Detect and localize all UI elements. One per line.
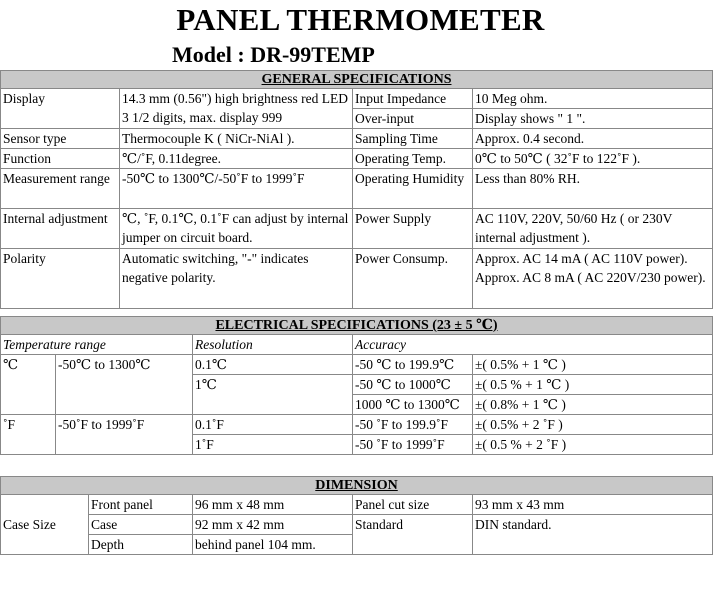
spec-value-measurement-range: -50℃ to 1300℃/-50˚F to 1999˚F <box>120 169 353 209</box>
accuracy-value: ±( 0.5 % + 2 ˚F ) <box>473 435 713 455</box>
general-specs-table <box>0 70 713 309</box>
spec-value-operating-temp: 0℃ to 50℃ ( 32˚F to 122˚F ). <box>473 149 713 169</box>
resolution-value <box>193 395 353 415</box>
dimension-label-standard: Standard <box>353 515 473 555</box>
accuracy-value: ±( 0.5% + 1 ℃ ) <box>473 355 713 375</box>
spec-value-sampling-time: Approx. 0.4 second. <box>473 129 713 149</box>
spec-label-sampling-time: Sampling Time <box>353 129 473 149</box>
col-header-resolution: Resolution <box>193 335 353 355</box>
spec-label-power-consumption: Power Consump. <box>353 249 473 309</box>
accuracy-value: ±( 0.8% + 1 ℃ ) <box>473 395 713 415</box>
col-header-accuracy: Accuracy <box>353 335 713 355</box>
celsius-range: -50℃ to 1300℃ <box>56 355 193 415</box>
fahrenheit-unit: ˚F <box>1 415 56 455</box>
spec-empty <box>1 109 120 129</box>
spec-value-input-impedance: 10 Meg ohm. <box>473 89 713 109</box>
model-subtitle: Model : DR-99TEMP <box>172 42 375 67</box>
dimension-value-panel-cut: 93 mm x 43 mm <box>473 495 713 515</box>
spec-value-function: ℃/˚F, 0.11degree. <box>120 149 353 169</box>
dimension-label-case: Case <box>89 515 193 535</box>
dimension-header: DIMENSION <box>1 477 713 495</box>
dimension-label-depth: Depth <box>89 535 193 555</box>
dimension-label-panel-cut: Panel cut size <box>353 495 473 515</box>
spec-label-measurement-range: Measurement range <box>1 169 120 209</box>
col-header-temperature-range: Temperature range <box>1 335 193 355</box>
dimension-value-case: 92 mm x 42 mm <box>193 515 353 535</box>
dimension-value-depth: behind panel 104 mm. <box>193 535 353 555</box>
resolution-value: 1˚F <box>193 435 353 455</box>
general-specs-header: GENERAL SPECIFICATIONS <box>1 71 713 89</box>
accuracy-span: -50 ˚F to 199.9˚F <box>353 415 473 435</box>
accuracy-span: -50 ℃ to 1000℃ <box>353 375 473 395</box>
accuracy-value: ±( 0.5% + 2 ˚F ) <box>473 415 713 435</box>
case-size-label: Case Size <box>1 495 89 555</box>
electrical-specs-table <box>0 316 713 455</box>
spec-label-sensor-type: Sensor type <box>1 129 120 149</box>
accuracy-span: -50 ℃ to 199.9℃ <box>353 355 473 375</box>
spec-value-polarity: Automatic switching, "-" indicates negative polarity. <box>120 249 353 309</box>
accuracy-span: 1000 ℃ to 1300℃ <box>353 395 473 415</box>
resolution-value: 0.1℃ <box>193 355 353 375</box>
celsius-unit: ℃ <box>1 355 56 415</box>
resolution-value: 0.1˚F <box>193 415 353 435</box>
fahrenheit-range: -50˚F to 1999˚F <box>56 415 193 455</box>
dimension-table <box>0 476 713 555</box>
resolution-value: 1℃ <box>193 375 353 395</box>
spec-label-power-supply: Power Supply <box>353 209 473 249</box>
spec-label-internal-adjustment: Internal adjustment <box>1 209 120 249</box>
dimension-label-front-panel: Front panel <box>89 495 193 515</box>
spec-value-power-supply: AC 110V, 220V, 50/60 Hz ( or 230V internal adjustment ). <box>473 209 713 249</box>
spec-label-polarity: Polarity <box>1 249 120 309</box>
dimension-value-front-panel: 96 mm x 48 mm <box>193 495 353 515</box>
spec-label-operating-temp: Operating Temp. <box>353 149 473 169</box>
spec-label-operating-humidity: Operating Humidity <box>353 169 473 209</box>
electrical-specs-header: ELECTRICAL SPECIFICATIONS (23 ± 5 ℃) <box>1 317 713 335</box>
spec-label-function: Function <box>1 149 120 169</box>
spec-value-display: 14.3 mm (0.56") high brightness red LED 3 1/2 digits, max. display 999 <box>120 89 353 129</box>
accuracy-value: ±( 0.5 % + 1 ℃ ) <box>473 375 713 395</box>
spec-value-sensor-type: Thermocouple K ( NiCr-NiAl ). <box>120 129 353 149</box>
spec-label-over-input: Over-input <box>353 109 473 129</box>
accuracy-span: -50 ˚F to 1999˚F <box>353 435 473 455</box>
spec-label-input-impedance: Input Impedance <box>353 89 473 109</box>
page-title: PANEL THERMOMETER <box>176 2 545 37</box>
spec-label-display: Display <box>1 89 120 109</box>
spec-value-over-input: Display shows " 1 ". <box>473 109 713 129</box>
spec-value-operating-humidity: Less than 80% RH. <box>473 169 713 209</box>
spec-value-power-consumption: Approx. AC 14 mA ( AC 110V power). Approx. AC 8 mA ( AC 220V/230 power). <box>473 249 713 309</box>
dimension-value-standard: DIN standard. <box>473 515 713 555</box>
spec-value-internal-adjustment: ℃, ˚F, 0.1℃, 0.1˚F can adjust by internal jumper on circuit board. <box>120 209 353 249</box>
